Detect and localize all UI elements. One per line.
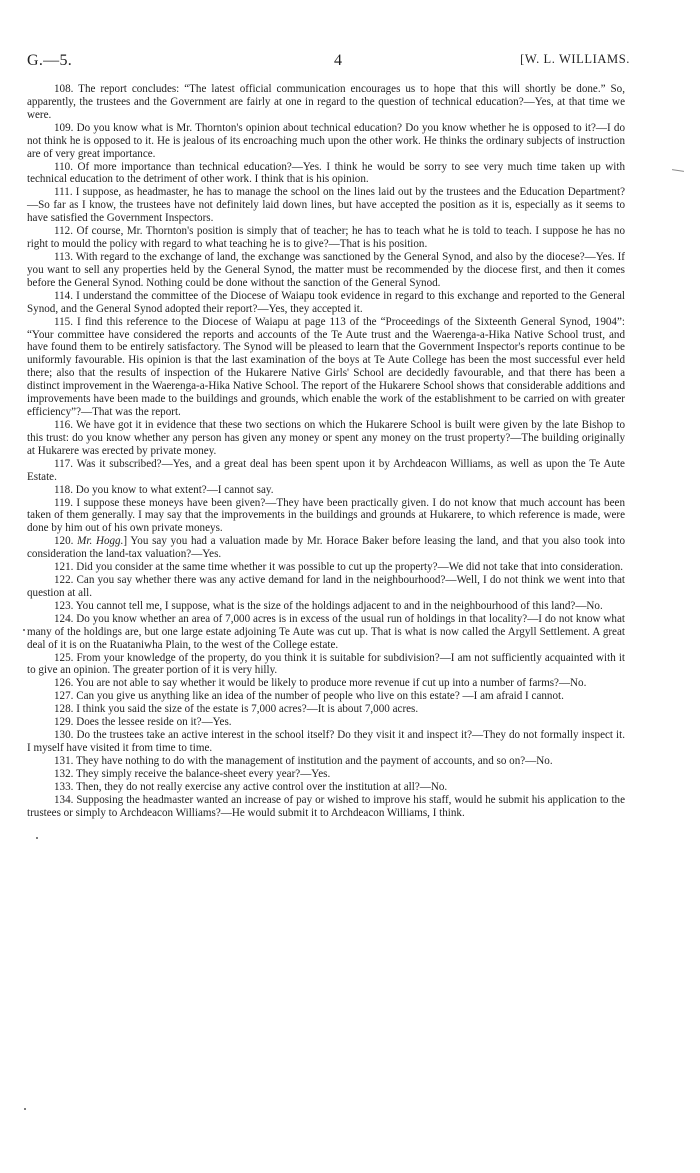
question-119: 119. I suppose these moneys have been given?—They have been practically given. I do not know that much account has been taken of them generally. I may say that the improvements in the buildings and grounds at Hukarere, to which reference is made, were done by him out of his own private moneys. bbox=[27, 496, 625, 535]
question-127: 127. Can you give us anything like an idea of the number of people who live on this estate? —I am afraid I cannot. bbox=[54, 690, 564, 703]
witness-name: [W. L. WILLIAMS. bbox=[520, 52, 630, 66]
question-130: 130. Do the trustees take an active interest in the school itself? Do they visit it and inspect it?—They do not formally inspect it. I myself have visited it from time to time. bbox=[27, 729, 625, 755]
question-133: 133. Then, they do not really exercise any active control over the institution at all?—No. bbox=[54, 780, 448, 793]
scan-speck bbox=[23, 629, 25, 631]
page-header bbox=[27, 52, 630, 72]
question-110: 110. Of more importance than technical education?—Yes. I think he would be sorry to see very much time taken up with technical education to the detriment of other work. I think that is his opinion. bbox=[27, 160, 625, 186]
question-111: 111. I suppose, as headmaster, he has to manage the school on the lines laid out by the trustees and the Education Department?—So far as I know, the trustees have not definitely laid down lines, but have accepted the position as it is, especially as it seems to have satisfied the Government Inspectors. bbox=[27, 186, 625, 225]
question-131: 131. They have nothing to do with the management of institution and the payment of accounts, and so on?—No. bbox=[54, 754, 553, 767]
question-129: 129. Does the lessee reside on it?—Yes. bbox=[54, 716, 232, 729]
question-109: 109. Do you know what is Mr. Thornton's opinion about technical education? Do you know whether he is opposed to it?—I do not think he is opposed to it. He is jealous of its encroaching much upon the other work. He thinks the ordinary subjects of instruction are of very great importance. bbox=[27, 121, 625, 160]
question-122: 122. Can you say whether there was any active demand for land in the neighbourhood?—Well, I do not think we went into that question at all. bbox=[27, 574, 625, 599]
question-120: 120. Mr. Hogg.] You say you had a valuation made by Mr. Horace Baker before leasing the land, and that you also took into consideration the land-tax valuation?—Yes. bbox=[27, 535, 625, 561]
question-text: You say you had a valuation made by Mr. Horace Baker before leasing the land, and that you also took into consideration the land-tax valuation?—Yes. bbox=[27, 535, 625, 561]
question-134: 134. Supposing the headmaster wanted an increase of pay or wished to improve his staff, would he submit his application to the trustees or simply to Archdeacon Williams?—He would submit it to Archdeacon Williams, I think. bbox=[27, 793, 625, 819]
question-number: 120. bbox=[54, 535, 74, 548]
question-123: 123. You cannot tell me, I suppose, what is the size of the holdings adjacent to and in the neighbourhood of this land?—No. bbox=[54, 599, 603, 612]
scan-speck bbox=[24, 1108, 26, 1110]
speaker-name: Mr. Hogg. bbox=[77, 535, 124, 548]
question-121: 121. Did you consider at the same time whether it was possible to cut up the property?—We did not take that into consideration. bbox=[54, 561, 624, 574]
question-126: 126. You are not able to say whether it would be likely to produce more revenue if cut up into a number of farms?—No. bbox=[54, 677, 587, 690]
margin-pencil-mark bbox=[672, 169, 684, 172]
question-113: 113. With regard to the exchange of land, the exchange was sanctioned by the General Synod, and also by the diocese?—Yes. If you want to sell any properties held by the General Synod, the matter must be recommended by the diocese first, and then it comes before the General Synod. Nothing could be done without the sanction of the General Synod. bbox=[27, 250, 625, 289]
question-128: 128. I think you said the size of the estate is 7,000 acres?—It is about 7,000 acres. bbox=[54, 703, 419, 716]
question-114: 114. I understand the committee of the Diocese of Waiapu took evidence in regard to this exchange and reported to the General Synod, and the General Synod adopted their report?—Yes, they accepted it. bbox=[27, 289, 625, 315]
page-number: 4 bbox=[334, 52, 343, 69]
question-124: 124. Do you know whether an area of 7,000 acres is in excess of the usual run of holdings in that locality?—I do not know what many of the holdings are, but one large estate adjoining Te Aute was cut up. That is what is now called the Argyll Settlement. A great deal of it is on the Ruataniwha Plain, to the west of the College estate. bbox=[27, 612, 625, 651]
parliamentary-paper-reference: G.—5. bbox=[27, 52, 73, 69]
question-118: 118. Do you know to what extent?—I cannot say. bbox=[54, 483, 274, 496]
question-132: 132. They simply receive the balance-sheet every year?—Yes. bbox=[54, 767, 331, 780]
question-115: 115. I find this reference to the Diocese of Waiapu at page 113 of the “Proceedings of the Sixteenth General Synod, 1904”: “Your committee have considered the reports and accounts of the Te Aute trust and the Waerenga-a-Hika Native School trust, and have found them to be entirely satisfactory. The Synod will be pleased to learn that the Government Inspector's reports continue to be uniformly favourable. His opinion is that the last examination of the boys at Te Aute College has been the most successful ever held there; also that the results of inspection of the Hukarere Native Girls' School are decidedly favourable, and that there has been a distinct improvement in the Waerenga-a-Hika Native School. The report of the Hukarere School shows that considerable additions and improvements have been made to the buildings and grounds, which enable the work of the establishment to be carried on with greater efficiency”?—That was the report. bbox=[27, 315, 625, 419]
question-117: 117. Was it subscribed?—Yes, and a great deal has been spent upon it by Archdeacon Williams, as well as upon the Te Aute Estate. bbox=[27, 457, 625, 483]
evidence-body bbox=[27, 83, 625, 820]
question-125: 125. From your knowledge of the property, do you think it is suitable for subdivision?—I am not sufficiently acquainted with it to give an opinion. The greater portion of it is very hilly. bbox=[27, 651, 625, 677]
question-112: 112. Of course, Mr. Thornton's position is simply that of teacher; he has to teach what he is told to teach. I suppose he has no right to mould the policy with regard to what teaching he is to give?—That is his position. bbox=[27, 225, 625, 251]
question-116: 116. We have got it in evidence that these two sections on which the Hukarere School is built were given by the late Bishop to this trust: do you know whether any person has given any money or spent any money on the trust property?—The building originally at Hukarere was erected by private money. bbox=[27, 418, 625, 457]
scan-speck bbox=[36, 837, 38, 839]
question-108: 108. The report concludes: “The latest official communication encourages us to hope that this will shortly be done.” So, apparently, the trustees and the Government are fairly at one in regard to the question of technical education?—Yes, at that time we were. bbox=[27, 83, 625, 121]
